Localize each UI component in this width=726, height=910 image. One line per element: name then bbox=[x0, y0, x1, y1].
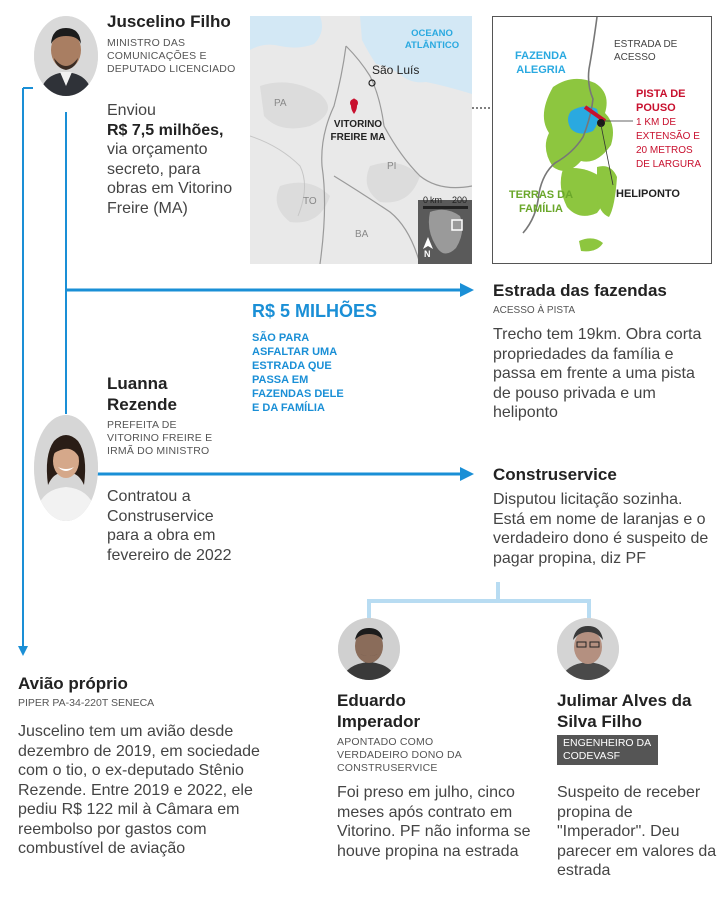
aviao-text: Juscelino tem um avião desde dezembro de 2019, em sociedade com o tio, o ex-deputado Stênio Rezende. Entre 2019 e 2022, ele pediu R$ 122 mil à Câmara em reembolso por gastos com combustível de aviação bbox=[18, 723, 260, 857]
luanna-text: Contratou a Construservice para a obra em fevereiro de 2022 bbox=[107, 488, 232, 564]
estrada-sub: ACESSO À PISTA bbox=[493, 305, 576, 316]
construservice-text: Disputou licitação sozinha. Está em nome de laranjas e o verdadeiro dono é suspeito de pagar propina, diz PF bbox=[493, 491, 709, 567]
map-ocean-label: OCEANO ATLÂNTICO bbox=[404, 28, 460, 51]
aviao-title: Avião próprio bbox=[18, 674, 128, 693]
juscelino-text-post: via orçamento secreto, para obras em Vitorino Freire (MA) bbox=[107, 141, 233, 217]
amount-highlight-value: R$ 5 MILHÕES bbox=[252, 301, 378, 321]
map-scale-line bbox=[423, 206, 468, 209]
map-state-to: TO bbox=[303, 196, 317, 207]
detail-estrada-label: ESTRADA DE ACESSO bbox=[614, 39, 678, 63]
map-scale-unit: km bbox=[430, 195, 442, 205]
luanna-portrait bbox=[34, 415, 98, 521]
juscelino-text-amount: R$ 7,5 milhões, bbox=[107, 121, 224, 139]
eduardo-name: Eduardo Imperador bbox=[337, 691, 421, 731]
juscelino-text bbox=[107, 101, 242, 218]
detail-pista-title: PISTA DE POUSO bbox=[636, 88, 686, 114]
detail-pista-desc: 1 KM DE EXTENSÃO E 20 METROS DE LARGURA bbox=[636, 117, 702, 170]
map-scale-zero: 0 bbox=[423, 195, 429, 205]
detail-terras-label: TERRAS DA FAMÍLIA bbox=[508, 189, 574, 215]
juscelino-text-pre: Enviou bbox=[107, 102, 156, 119]
amount-highlight-desc: SÃO PARA ASFALTAR UMA ESTRADA QUE PASSA EM FAZENDAS DELE E DA FAMÍLIA bbox=[252, 332, 344, 414]
map-scale-bar bbox=[420, 195, 470, 211]
map-state-pa: PA bbox=[274, 98, 287, 109]
eduardo-role: APONTADO COMO VERDADEIRO DONO DA CONSTRUSERVICE bbox=[337, 736, 462, 774]
detail-fazenda-label: FAZENDA ALEGRIA bbox=[515, 50, 567, 76]
map-town-label: VITORINO FREIRE MA bbox=[330, 119, 386, 143]
juscelino-portrait bbox=[34, 16, 98, 96]
map-city-label: São Luís bbox=[372, 63, 420, 77]
julimar-role: ENGENHEIRO DA CODEVASF bbox=[557, 735, 658, 765]
map-state-ba: BA bbox=[355, 229, 369, 240]
estrada-title: Estrada das fazendas bbox=[493, 281, 667, 300]
construservice-title: Construservice bbox=[493, 465, 617, 484]
map-north-label: N bbox=[424, 249, 431, 259]
luanna-role: PREFEITA DE VITORINO FREIRE E IRMÃ DO MINISTRO bbox=[107, 419, 213, 457]
map-scale-max: 200 bbox=[452, 195, 468, 205]
juscelino-name: Juscelino Filho bbox=[107, 12, 231, 31]
eduardo-portrait bbox=[338, 618, 400, 680]
juscelino-role: MINISTRO DAS COMUNICAÇÕES E DEPUTADO LICENCIADO bbox=[107, 37, 236, 75]
map-state-pi: PI bbox=[387, 161, 397, 172]
estrada-text: Trecho tem 19km. Obra corta propriedades da família e passa em frente a uma pista de pouso privada e um heliponto bbox=[493, 326, 702, 421]
julimar-portrait bbox=[557, 618, 619, 680]
julimar-name: Julimar Alves da Silva Filho bbox=[557, 691, 692, 731]
luanna-name: Luanna Rezende bbox=[107, 374, 177, 414]
detail-heliponto-label: HELIPONTO bbox=[616, 188, 680, 200]
julimar-text: Suspeito de receber propina de "Imperador". Deu parecer em valores da estrada bbox=[557, 784, 717, 879]
eduardo-text: Foi preso em julho, cinco meses após contrato em Vitorino. PF não informa se houve propina na estrada bbox=[337, 784, 531, 860]
aviao-sub: PIPER PA-34-220T SENECA bbox=[18, 697, 155, 709]
